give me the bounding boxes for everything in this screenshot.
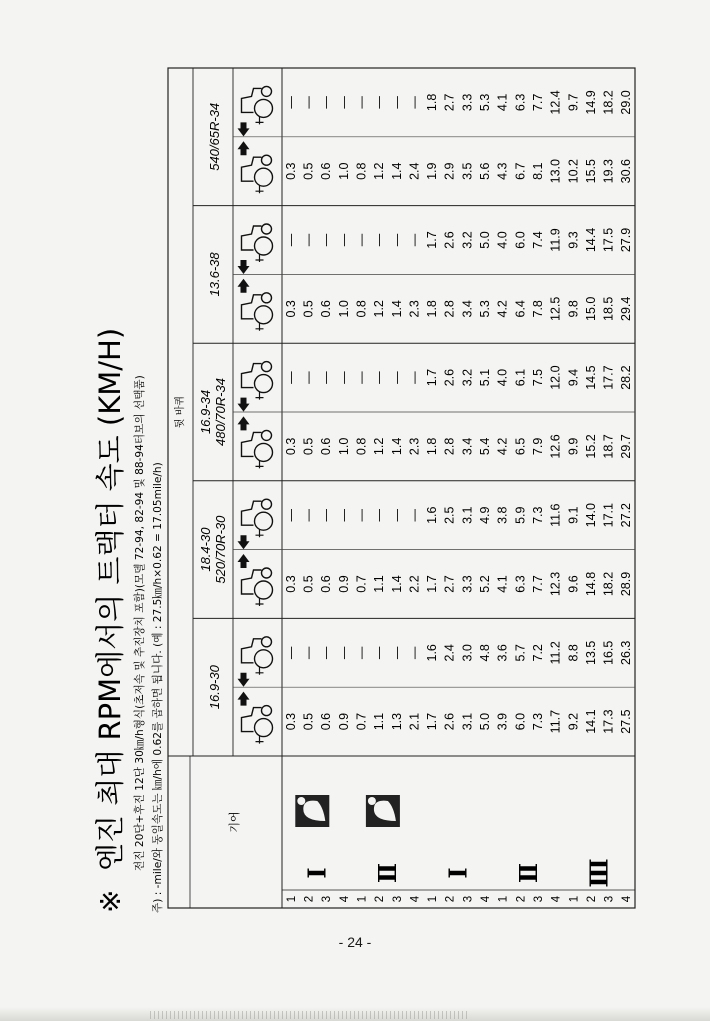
speed-value: 3.4 — [460, 300, 475, 318]
tractor-reverse-icon — [238, 637, 273, 687]
speed-value: 0.7 — [354, 575, 369, 593]
speed-value: 18.2 — [601, 90, 616, 115]
speed-value: 6.0 — [513, 231, 528, 249]
speed-value: — — [407, 96, 422, 109]
speed-value: 0.3 — [283, 712, 298, 731]
speed-value: 27.5 — [619, 709, 634, 734]
speed-value: — — [336, 96, 351, 109]
speed-value: 6.3 — [513, 575, 528, 593]
speed-value: 4.8 — [478, 644, 493, 662]
speed-value: 2.3 — [407, 437, 422, 456]
speed-value: 5.9 — [513, 506, 528, 524]
speed-value: 3.4 — [460, 437, 475, 456]
speed-value: 12.6 — [548, 434, 563, 459]
gear-range-label: Ⅱ — [372, 862, 402, 884]
speed-value: — — [389, 233, 404, 247]
speed-value: — — [336, 371, 351, 384]
speed-value: 0.6 — [319, 575, 334, 593]
gear-number: 2 — [515, 895, 528, 903]
speed-value: 7.7 — [530, 575, 545, 593]
speed-value: 16.5 — [601, 640, 616, 665]
speed-value: 5.0 — [478, 712, 493, 731]
gear-number: 2 — [444, 895, 457, 903]
tractor-forward-icon — [238, 416, 273, 468]
speed-value: 1.7 — [425, 575, 440, 593]
speed-value: 2.2 — [407, 575, 422, 593]
speed-value: 4.1 — [495, 93, 510, 112]
speed-value: 2.6 — [442, 231, 457, 249]
speed-value: 0.6 — [319, 300, 334, 318]
speed-value: 2.6 — [442, 368, 457, 387]
speed-value: 2.3 — [407, 300, 422, 318]
speed-value: 29.0 — [619, 90, 634, 115]
speed-value: — — [283, 233, 298, 247]
speed-value: 2.1 — [407, 712, 422, 731]
speed-value: 0.3 — [283, 575, 298, 593]
tractor-forward-icon — [238, 279, 273, 331]
tire-size-label: 520/70R-30 — [213, 515, 228, 584]
speed-value: 7.4 — [530, 231, 545, 249]
speed-value: 3.9 — [495, 712, 510, 731]
tire-size-label: 540/65R-34 — [207, 102, 222, 171]
speed-value: — — [372, 233, 387, 247]
table-border — [168, 68, 635, 908]
speed-value: 4.1 — [495, 575, 510, 593]
speed-value: 14.5 — [583, 365, 598, 390]
speed-value: 5.2 — [478, 575, 493, 593]
speed-value: 6.5 — [513, 437, 528, 456]
speed-value: — — [354, 646, 369, 660]
speed-value: 4.0 — [495, 368, 510, 387]
speed-value: — — [389, 508, 404, 522]
speed-value: 2.8 — [442, 300, 457, 318]
speed-value: — — [354, 233, 369, 247]
speed-value: — — [301, 233, 316, 247]
gear-range-label: Ⅰ — [302, 867, 332, 879]
gear-number: 2 — [374, 895, 387, 903]
speed-value: 0.8 — [354, 162, 369, 180]
speed-value: 18.2 — [601, 571, 616, 597]
gear-number: 4 — [621, 895, 634, 903]
speed-value: 9.2 — [566, 712, 581, 731]
speed-value: 0.5 — [301, 162, 316, 180]
tractor-reverse-icon — [238, 499, 273, 549]
speed-value: 2.6 — [442, 712, 457, 731]
gear-range-label: Ⅲ — [584, 858, 614, 888]
speed-value: 1.3 — [389, 712, 404, 731]
speed-value: 14.1 — [583, 709, 598, 734]
speed-value: — — [319, 96, 334, 109]
speed-value: — — [407, 371, 422, 384]
speed-value: 12.4 — [548, 90, 563, 115]
speed-value: 0.8 — [354, 437, 369, 456]
speed-value: 1.1 — [372, 575, 387, 593]
speed-value: 14.9 — [583, 90, 598, 115]
tire-size-label: 18.4-30 — [198, 527, 213, 572]
tractor-forward-icon — [238, 692, 273, 744]
gear-number: 1 — [427, 895, 440, 903]
speed-value: — — [336, 508, 351, 522]
speed-value: 15.5 — [583, 159, 598, 184]
speed-value: — — [407, 233, 422, 247]
speed-value: 18.7 — [601, 434, 616, 459]
page-title: 엔진 최대 RPM에서의 트랙터 속도 (KM/H) — [93, 327, 127, 871]
speed-value: 11.9 — [548, 228, 563, 252]
speed-value: 0.3 — [283, 162, 298, 180]
speed-value: 0.8 — [354, 300, 369, 318]
speed-value: — — [407, 508, 422, 522]
speed-value: 4.0 — [495, 231, 510, 249]
gear-number: 1 — [497, 895, 510, 903]
speed-value: 1.2 — [372, 437, 387, 456]
speed-value: — — [319, 646, 334, 660]
gear-number: 4 — [550, 895, 563, 903]
speed-value: 17.5 — [601, 227, 616, 253]
speed-value: — — [372, 508, 387, 522]
speed-value: 1.8 — [425, 300, 440, 318]
speed-value: 3.6 — [495, 644, 510, 662]
speed-value: — — [389, 646, 404, 660]
speed-value: 17.7 — [601, 365, 616, 390]
gear-number: 4 — [409, 895, 422, 903]
speed-value: 1.4 — [389, 575, 404, 593]
speed-value: 1.6 — [425, 644, 440, 662]
gear-header: 기어 — [228, 811, 241, 833]
speed-value: 1.0 — [336, 300, 351, 318]
speed-value: 0.9 — [336, 575, 351, 593]
speed-value: 4.9 — [478, 506, 493, 524]
speed-value: 29.4 — [619, 296, 634, 321]
speed-table — [168, 68, 635, 908]
speed-value: 6.0 — [513, 712, 528, 731]
speed-value: 1.8 — [425, 437, 440, 456]
speed-value: 11.7 — [548, 709, 563, 734]
speed-value: 27.9 — [619, 227, 634, 253]
speed-value: 1.0 — [336, 162, 351, 180]
speed-value: 9.3 — [566, 231, 581, 249]
speed-value: 4.3 — [495, 162, 510, 180]
speed-value: 9.6 — [566, 575, 581, 593]
speed-value: 1.4 — [389, 300, 404, 318]
title-asterisk: ※ — [94, 889, 127, 913]
speed-value: 11.6 — [548, 503, 563, 527]
speed-value: 0.6 — [319, 437, 334, 456]
speed-value: 9.4 — [566, 368, 581, 387]
speed-value: — — [389, 96, 404, 109]
speed-value: 3.1 — [460, 506, 475, 524]
tractor-forward-icon — [238, 141, 273, 193]
speed-value: 2.9 — [442, 162, 457, 180]
speed-value: 3.1 — [460, 712, 475, 731]
tire-size-label: 480/70R-34 — [213, 378, 228, 446]
speed-value: 12.3 — [548, 571, 563, 597]
speed-value: 27.2 — [619, 503, 634, 528]
speed-value: — — [372, 96, 387, 109]
speed-value: 9.1 — [566, 506, 581, 524]
speed-value: 1.8 — [425, 93, 440, 112]
speed-value: 1.0 — [336, 437, 351, 456]
speed-value: 7.2 — [530, 644, 545, 662]
speed-value: 7.3 — [530, 712, 545, 731]
speed-value: 5.3 — [478, 93, 493, 112]
speed-value: 1.4 — [389, 162, 404, 180]
speed-value: 15.2 — [583, 434, 598, 459]
speed-value: — — [354, 96, 369, 109]
speed-value: 8.8 — [566, 644, 581, 662]
speed-value: 1.2 — [372, 300, 387, 318]
speed-value: 0.6 — [319, 712, 334, 731]
gear-number: 3 — [462, 895, 475, 903]
tractor-reverse-icon — [238, 86, 273, 136]
speed-value: — — [336, 233, 351, 247]
speed-value: 13.0 — [548, 159, 563, 184]
gear-number: 3 — [603, 895, 616, 903]
page-number: - 24 - — [338, 934, 372, 950]
speed-value: 6.3 — [513, 93, 528, 112]
speed-value: — — [319, 371, 334, 384]
speed-value: 1.2 — [372, 162, 387, 180]
speed-value: 17.3 — [601, 709, 616, 734]
speed-value: 14.8 — [583, 571, 598, 597]
speed-value: 0.5 — [301, 575, 316, 593]
speed-value: 0.3 — [283, 437, 298, 456]
speed-value: 6.7 — [513, 162, 528, 180]
tire-size-label: 16.9-34 — [198, 389, 213, 435]
speed-value: 2.5 — [442, 506, 457, 524]
speed-value: 1.7 — [425, 231, 440, 249]
speed-value: 7.8 — [530, 300, 545, 318]
speed-value: 5.6 — [478, 162, 493, 180]
rear-wheel-header: 뒷 바퀴 — [175, 395, 186, 429]
speed-value: 2.4 — [407, 162, 422, 180]
scan-edge — [0, 1007, 710, 1021]
speed-value: 9.7 — [566, 93, 581, 112]
speed-value: 1.9 — [425, 162, 440, 180]
speed-value: 7.9 — [530, 437, 545, 456]
speed-value: 0.5 — [301, 712, 316, 731]
speed-value: 18.5 — [601, 296, 616, 321]
tire-size-label: 16.9-30 — [207, 665, 222, 710]
gear-number: 3 — [321, 895, 334, 903]
gear-number: 1 — [568, 895, 581, 903]
speed-value: 3.2 — [460, 368, 475, 387]
tractor-forward-icon — [238, 554, 273, 606]
speed-value: 26.3 — [619, 640, 634, 665]
speed-value: 1.4 — [389, 437, 404, 456]
speed-value: 8.1 — [530, 162, 545, 180]
speed-value: 0.5 — [301, 437, 316, 456]
tractor-reverse-icon — [238, 362, 273, 412]
speed-value: — — [301, 646, 316, 660]
speed-value: 28.9 — [619, 571, 634, 597]
speed-value: 5.4 — [478, 437, 493, 456]
speed-value: — — [389, 371, 404, 384]
gear-number: 2 — [303, 895, 316, 903]
gear-number: 3 — [391, 895, 404, 903]
speed-value: — — [301, 96, 316, 109]
speed-value: 2.4 — [442, 644, 457, 662]
speed-value: — — [319, 508, 334, 522]
tractor-reverse-icon — [238, 224, 273, 274]
speed-value: 4.2 — [495, 437, 510, 456]
speed-value: 1.1 — [372, 712, 387, 731]
speed-value: — — [283, 371, 298, 384]
speed-value: 3.3 — [460, 93, 475, 112]
speed-value: 0.5 — [301, 300, 316, 318]
speed-value: 5.0 — [478, 231, 493, 249]
speed-value: — — [336, 646, 351, 660]
speed-value: 29.7 — [619, 434, 634, 459]
speed-value: 10.2 — [566, 159, 581, 184]
note-line-2: 주) : -mile/와 동일속도는 ㎞/h에 0.62를 곱하면 됩니다. (예 : 27.5㎞/h×0.62 = 17.05mile/h) — [152, 462, 164, 913]
speed-value: — — [372, 371, 387, 384]
speed-value: 1.6 — [425, 506, 440, 524]
speed-value: 13.5 — [583, 640, 598, 665]
speed-value: — — [354, 371, 369, 384]
speed-value: — — [283, 96, 298, 109]
speed-value: 19.3 — [601, 159, 616, 184]
gear-number: 4 — [480, 895, 493, 903]
creeper-speed-icon — [295, 795, 329, 827]
speed-value: 7.7 — [530, 93, 545, 112]
gear-number: 4 — [338, 895, 351, 903]
note-line-1: 전진 20단+후진 12단 30㎞/h형식(초저속 및 추진장치 포함)(모델 72-94, 82-94 및 88-94터보의 선택품) — [134, 375, 146, 871]
speed-value: 0.9 — [336, 712, 351, 731]
speed-value: 1.7 — [425, 712, 440, 731]
gear-range-label: Ⅱ — [514, 862, 544, 884]
speed-value: 2.7 — [442, 575, 457, 593]
speed-value: 12.0 — [548, 365, 563, 390]
speed-value: 30.6 — [619, 159, 634, 184]
speed-value: 3.8 — [495, 506, 510, 524]
speed-value: — — [354, 508, 369, 522]
speed-value: — — [283, 508, 298, 522]
speed-value: — — [301, 371, 316, 384]
gear-number: 2 — [585, 895, 598, 903]
speed-value: 11.2 — [548, 641, 563, 665]
speed-value: 14.4 — [583, 227, 598, 253]
speed-value: — — [301, 508, 316, 522]
gear-number: 1 — [356, 895, 369, 903]
speed-value: 6.1 — [513, 368, 528, 387]
speed-value: 0.6 — [319, 162, 334, 180]
speed-value: 9.8 — [566, 300, 581, 318]
gear-number: 3 — [532, 895, 545, 903]
speed-value: 5.7 — [513, 644, 528, 662]
speed-value: 14.0 — [583, 503, 598, 528]
speed-value: 4.2 — [495, 300, 510, 318]
speed-value: 1.7 — [425, 368, 440, 387]
speed-value: 6.4 — [513, 300, 528, 318]
speed-value: 17.1 — [601, 503, 616, 528]
speed-value: 7.5 — [530, 368, 545, 387]
speed-value: 3.2 — [460, 231, 475, 249]
speed-value: 0.7 — [354, 712, 369, 731]
speed-value: — — [283, 646, 298, 660]
speed-value: — — [319, 233, 334, 247]
speed-value: 5.1 — [478, 368, 493, 387]
gear-range-label: Ⅰ — [443, 867, 473, 879]
speed-value: 12.5 — [548, 296, 563, 321]
speed-value: 2.7 — [442, 93, 457, 112]
speed-value: 3.3 — [460, 575, 475, 593]
speed-value: — — [372, 646, 387, 660]
speed-value: 9.9 — [566, 437, 581, 456]
speed-value: 28.2 — [619, 365, 634, 390]
tire-size-label: 13.6-38 — [207, 252, 222, 297]
speed-value: 5.3 — [478, 300, 493, 318]
speed-value: 3.0 — [460, 644, 475, 662]
creeper-speed-icon — [366, 795, 400, 827]
speed-value: 0.3 — [283, 300, 298, 318]
speed-value: 15.0 — [583, 296, 598, 321]
gear-number: 1 — [285, 895, 298, 903]
speed-value: 3.5 — [460, 162, 475, 180]
speed-value: — — [407, 646, 422, 660]
speed-value: 2.8 — [442, 437, 457, 456]
speed-value: 7.3 — [530, 506, 545, 524]
